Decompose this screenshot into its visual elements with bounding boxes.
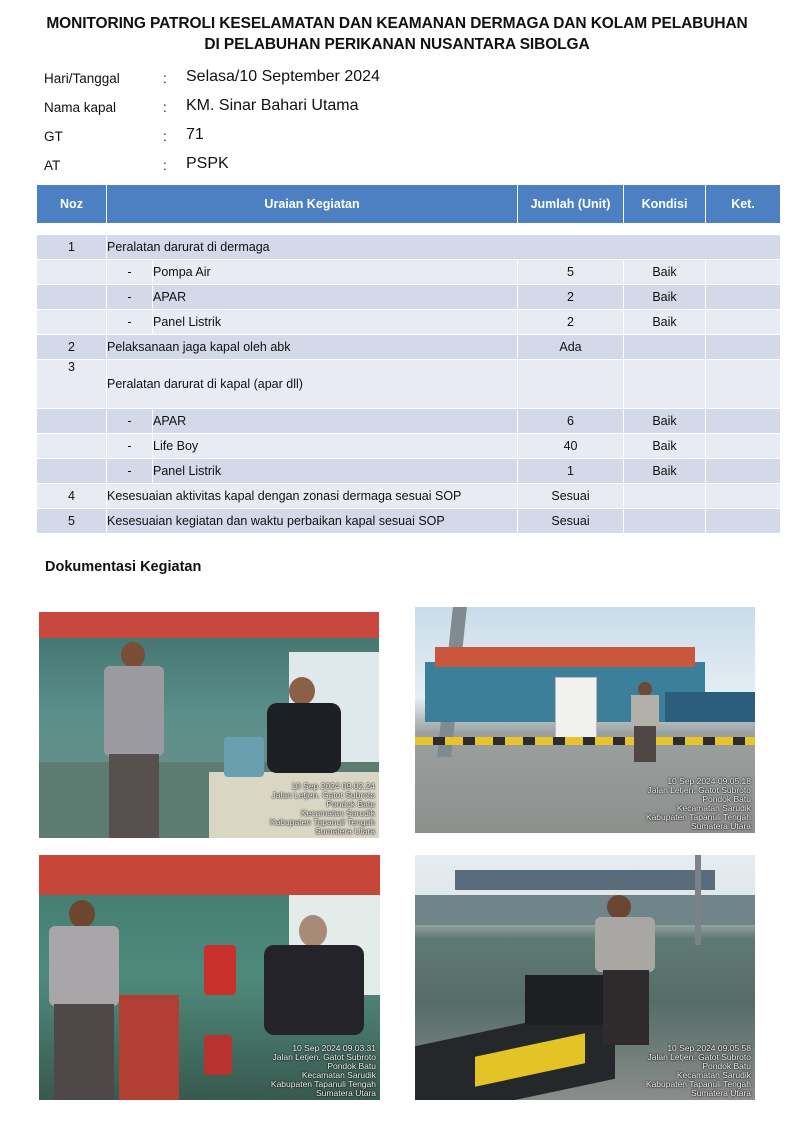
photo-docked-vessel — [415, 607, 755, 833]
timestamp-line: Jalan Letjen. Gatot Subroto — [647, 785, 751, 795]
table-row — [37, 360, 781, 409]
photo-timestamp — [646, 1044, 751, 1098]
timestamp-line: Jalan Letjen. Gatot Subroto — [647, 1052, 751, 1062]
row-no: 4 — [37, 484, 107, 509]
table-row — [37, 260, 781, 285]
timestamp-line: Jalan Letjen. Gatot Subroto — [272, 1052, 376, 1062]
row-description: Pompa Air — [153, 260, 518, 285]
timestamp-line: Kecamatan Sarudik — [301, 1070, 376, 1080]
timestamp-line: Pondok Batu — [702, 794, 751, 804]
timestamp-line: Sumatera Utara — [691, 821, 751, 831]
row-description: Peralatan darurat di dermaga — [107, 235, 781, 260]
timestamp-line: Kecamatan Sarudik — [676, 803, 751, 813]
row-condition: Baik — [624, 285, 706, 310]
timestamp-line: 10 Sep 2024 09.05.58 — [667, 1043, 751, 1053]
timestamp-line: Kecamatan Sarudik — [300, 808, 375, 818]
row-dash: - — [107, 459, 153, 484]
header-no: Noz — [37, 185, 107, 224]
info-label: Nama kapal — [44, 100, 117, 115]
row-no: 1 — [37, 235, 107, 260]
row-description: Panel Listrik — [153, 459, 518, 484]
row-quantity: 5 — [518, 260, 624, 285]
row-description: Kesesuaian kegiatan dan waktu perbaikan kapal sesuai SOP — [107, 509, 518, 534]
info-colon: : — [163, 158, 167, 173]
timestamp-line: 10 Sep 2024 09.02.24 — [291, 781, 375, 791]
row-dash: - — [107, 285, 153, 310]
info-value: PSPK — [186, 155, 229, 172]
timestamp-line: Kabupaten Tapanuli Tengah — [645, 812, 751, 822]
row-quantity: 40 — [518, 434, 624, 459]
header-notes: Ket. — [706, 185, 781, 224]
table-header-row — [37, 185, 781, 224]
table-row — [37, 335, 781, 360]
row-dash: - — [107, 434, 153, 459]
timestamp-line: 10 Sep 2024 09.03.31 — [292, 1043, 376, 1053]
row-no: 2 — [37, 335, 107, 360]
timestamp-line: Jalan Letjen. Gatot Subroto — [271, 790, 375, 800]
row-quantity: Sesuai — [518, 484, 624, 509]
header-quantity: Jumlah (Unit) — [518, 185, 624, 224]
info-colon: : — [163, 129, 167, 144]
photo-timestamp — [271, 1044, 376, 1098]
timestamp-line: Kabupaten Tapanuli Tengah — [269, 817, 375, 827]
row-no: 5 — [37, 509, 107, 534]
row-dash: - — [107, 310, 153, 335]
row-description: Life Boy — [153, 434, 518, 459]
timestamp-line: Sumatera Utara — [315, 826, 375, 836]
timestamp-line: Pondok Batu — [326, 799, 375, 809]
photo-ship-cabin — [39, 612, 379, 838]
table-row — [37, 409, 781, 434]
timestamp-line: Sumatera Utara — [691, 1088, 751, 1098]
timestamp-line: Pondok Batu — [327, 1061, 376, 1071]
row-condition: Baik — [624, 459, 706, 484]
info-label: Hari/Tanggal — [44, 71, 120, 86]
info-colon: : — [163, 71, 167, 86]
photo-timestamp — [646, 777, 751, 831]
documentation-heading: Dokumentasi Kegiatan — [45, 559, 202, 575]
report-title-line1: MONITORING PATROLI KESELAMATAN DAN KEAMANAN DERMAGA DAN KOLAM PELABUHAN — [46, 15, 748, 32]
timestamp-line: Kabupaten Tapanuli Tengah — [270, 1079, 376, 1089]
timestamp-line: 10 Sep 2024 09.05.18 — [667, 776, 751, 786]
info-value: Selasa/10 September 2024 — [186, 68, 380, 85]
timestamp-line: Pondok Batu — [702, 1061, 751, 1071]
row-condition: Baik — [624, 409, 706, 434]
row-dash: - — [107, 409, 153, 434]
photo-dock-panel — [415, 855, 755, 1100]
row-description: Panel Listrik — [153, 310, 518, 335]
table-row — [37, 285, 781, 310]
row-quantity: 1 — [518, 459, 624, 484]
activity-table — [36, 184, 781, 534]
row-description: APAR — [153, 285, 518, 310]
info-label: GT — [44, 129, 63, 144]
row-quantity: 2 — [518, 285, 624, 310]
info-colon: : — [163, 100, 167, 115]
table-row — [37, 459, 781, 484]
report-title-line2: DI PELABUHAN PERIKANAN NUSANTARA SIBOLGA — [204, 36, 590, 53]
row-no: 3 — [37, 360, 107, 409]
info-value: KM. Sinar Bahari Utama — [186, 97, 359, 114]
row-description: Pelaksanaan jaga kapal oleh abk — [107, 335, 518, 360]
table-row — [37, 310, 781, 335]
timestamp-line: Sumatera Utara — [316, 1088, 376, 1098]
row-condition: Baik — [624, 260, 706, 285]
row-quantity: 6 — [518, 409, 624, 434]
header-description: Uraian Kegiatan — [107, 185, 518, 224]
header-condition: Kondisi — [624, 185, 706, 224]
row-quantity: Sesuai — [518, 509, 624, 534]
timestamp-line: Kecamatan Sarudik — [676, 1070, 751, 1080]
row-condition: Baik — [624, 310, 706, 335]
row-dash: - — [107, 260, 153, 285]
photo-engine-inspection — [39, 855, 380, 1100]
table-row — [37, 509, 781, 534]
table-row — [37, 434, 781, 459]
row-quantity: 2 — [518, 310, 624, 335]
row-description: Peralatan darurat di kapal (apar dll) — [107, 360, 518, 409]
info-label: AT — [44, 158, 61, 173]
table-row — [37, 484, 781, 509]
table-row — [37, 235, 781, 260]
row-description: Kesesuaian aktivitas kapal dengan zonasi dermaga sesuai SOP — [107, 484, 518, 509]
row-description: APAR — [153, 409, 518, 434]
row-condition: Baik — [624, 434, 706, 459]
info-value: 71 — [186, 126, 204, 143]
timestamp-line: Kabupaten Tapanuli Tengah — [645, 1079, 751, 1089]
photo-timestamp — [270, 782, 375, 836]
row-quantity: Ada — [518, 335, 624, 360]
